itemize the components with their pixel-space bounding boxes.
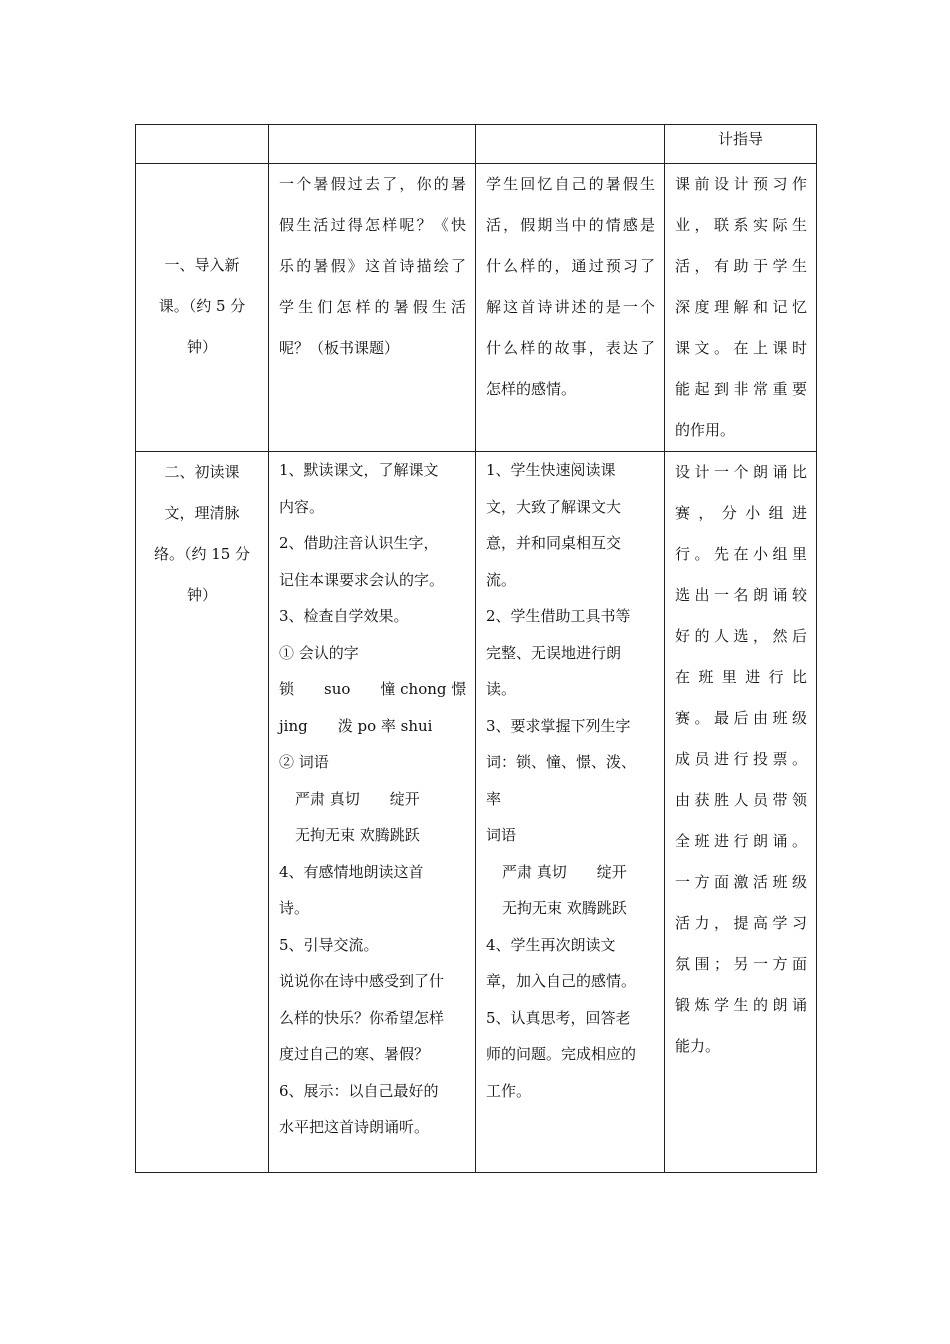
text-line: 氛围；另一方面	[675, 955, 807, 973]
text-line: 2、借助注音认识生字，	[279, 534, 439, 552]
text-line: 么样的快乐？你希望怎样	[279, 1008, 445, 1027]
text-line: 3、检查自学效果。	[279, 607, 409, 625]
text-line: 呢？（板书课题）	[279, 339, 400, 357]
text-line: 二、初读课	[164, 463, 240, 481]
text-line: 行。先在小组里	[675, 545, 807, 563]
text-line: 严肃 真切 绽开	[502, 862, 627, 881]
student-activity-cell	[476, 452, 665, 1173]
lesson-plan-table	[135, 124, 817, 1173]
text-line: 能起到非常重要	[675, 380, 807, 398]
text-line: 5、引导交流。	[279, 935, 379, 954]
text-line: 意，并和同桌相互交	[486, 534, 622, 552]
text-line: 设计一个朗诵比	[675, 463, 807, 481]
text-line: 1、学生快速阅读课	[486, 461, 616, 479]
text-line: 一方面激活班级	[675, 873, 807, 891]
text-line: 赛，分小组进	[675, 504, 807, 522]
text-line: 工作。	[486, 1081, 532, 1100]
text-line: 4、有感情地朗读这首	[279, 862, 424, 881]
text-line: 词：锁、憧、憬、泼、	[486, 753, 637, 771]
text-line: 2、学生借助工具书等	[486, 607, 631, 625]
text-line: 选出一名朗诵较	[675, 586, 807, 604]
text-line: 深度理解和记忆	[675, 298, 807, 316]
text-line: 无拘无束 欢腾跳跃	[502, 899, 627, 917]
text-line: 记住本课要求会认的字。	[279, 570, 445, 589]
text-line: 文，大致了解课文大	[486, 497, 622, 516]
text-line: 好的人选，然后	[675, 627, 807, 645]
text-line: 完整、无误地进行朗	[486, 643, 622, 662]
text-line: 一、导入新	[164, 256, 240, 274]
text-line: 课前设计预习作	[675, 175, 807, 193]
text-line: 课。（约 5 分	[158, 297, 246, 315]
student-activity-cell	[476, 164, 665, 452]
header-design-guidance: 计指导	[717, 130, 763, 148]
text-line: 1、默读课文，了解课文	[279, 461, 439, 479]
text-line: 活，假期当中的情感是	[486, 216, 655, 234]
stage-cell	[136, 452, 269, 1173]
text-line: 活，有助于学生	[675, 257, 807, 275]
text-line: 络。（约 15 分	[153, 545, 251, 563]
table-row	[136, 452, 817, 1173]
text-line: ① 会认的字	[279, 643, 359, 662]
stage-text	[136, 452, 268, 616]
text-line: 说说你在诗中感受到了什	[279, 972, 445, 990]
table-header-row	[136, 125, 817, 164]
text-line: 赛。最后由班级	[675, 709, 807, 727]
text-line: 什么样的故事，表达了	[486, 339, 655, 357]
text-line: ② 词语	[279, 753, 329, 771]
header-cell-2	[269, 125, 476, 164]
stage-text	[159, 245, 246, 368]
text-line: 解这首诗讲述的是一个	[486, 298, 655, 316]
text-line: 假生活过得怎样呢？《快	[279, 216, 466, 234]
text-line: 5、认真思考，回答老	[486, 1008, 631, 1027]
text-line: 业，联系实际生	[675, 216, 807, 234]
text-line: 在班里进行比	[675, 668, 807, 686]
header-cell-3	[476, 125, 665, 164]
teacher-activity-text	[269, 164, 475, 369]
text-line: 度过自己的寒、暑假？	[279, 1045, 430, 1063]
text-line: 文，理清脉	[164, 504, 240, 522]
text-line: 由获胜人员带领	[675, 791, 807, 809]
design-intent-text	[665, 452, 816, 1067]
text-line: 什么样的，通过预习了	[486, 257, 655, 275]
text-line: 诗。	[279, 899, 310, 917]
teacher-activity-text	[269, 452, 475, 1146]
text-line: 词语	[486, 826, 517, 844]
text-line: 成员进行投票。	[675, 750, 807, 768]
text-line: 章，加入自己的感情。	[486, 972, 637, 990]
teacher-activity-cell	[269, 452, 476, 1173]
teacher-activity-cell	[269, 164, 476, 452]
design-intent-cell	[665, 452, 817, 1173]
student-activity-text	[476, 164, 664, 410]
text-line: jing 泼 po 率 shui	[279, 716, 433, 735]
text-line: 无拘无束 欢腾跳跃	[295, 826, 420, 844]
student-activity-text	[476, 452, 664, 1109]
text-line: 流。	[486, 570, 517, 589]
header-cell-1	[136, 125, 269, 164]
text-line: 全班进行朗诵。	[675, 832, 807, 850]
header-cell-4	[665, 125, 817, 164]
text-line: 内容。	[279, 497, 325, 516]
text-line: 读。	[486, 680, 517, 698]
design-intent-cell	[665, 164, 817, 452]
design-intent-text	[665, 164, 816, 451]
text-line: 的作用。	[675, 421, 736, 439]
text-line: 钟）	[186, 338, 217, 356]
text-line: 水平把这首诗朗诵听。	[279, 1118, 430, 1136]
text-line: 锻炼学生的朗诵	[675, 996, 807, 1014]
text-line: 能力。	[675, 1037, 721, 1055]
text-line: 6、展示：以自己最好的	[279, 1081, 439, 1100]
text-line: 活力，提高学习	[675, 914, 807, 932]
text-line: 钟）	[186, 586, 217, 604]
text-line: 一个暑假过去了，你的暑	[279, 175, 466, 193]
stage-cell	[136, 164, 269, 452]
table-row	[136, 164, 817, 452]
text-line: 4、学生再次朗读文	[486, 935, 616, 954]
text-line: 学生回忆自己的暑假生	[486, 175, 655, 193]
text-line: 课文。在上课时	[675, 339, 807, 357]
text-line: 3、要求掌握下列生字	[486, 716, 631, 735]
text-line: 锁 suo 憧 chong 憬	[279, 680, 467, 698]
text-line: 严肃 真切 绽开	[295, 789, 420, 808]
text-line: 乐的暑假》这首诗描绘了	[279, 257, 466, 275]
text-line: 学生们怎样的暑假生活	[279, 298, 466, 316]
text-line: 怎样的感情。	[486, 380, 577, 398]
text-line: 率	[486, 789, 502, 808]
text-line: 师的问题。完成相应的	[486, 1045, 637, 1063]
